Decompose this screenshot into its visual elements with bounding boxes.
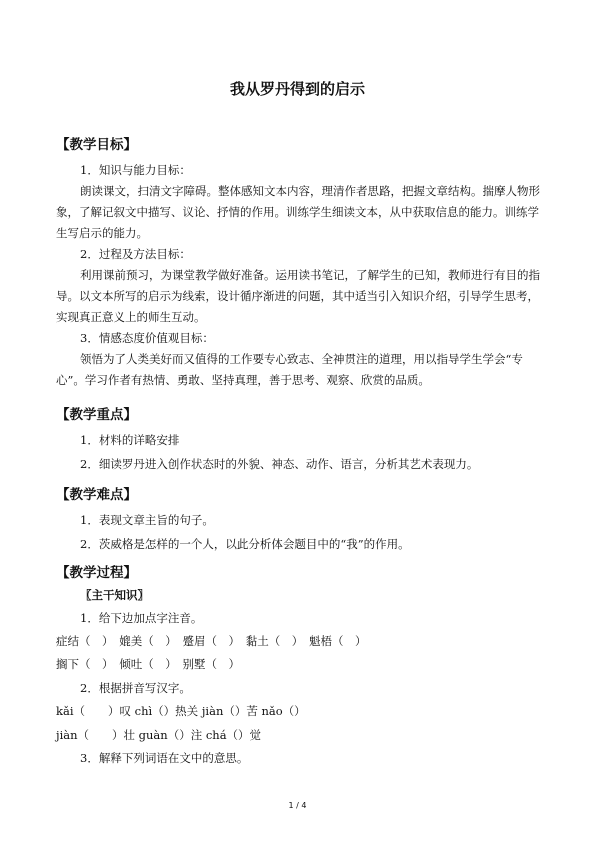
hanzi-exercise-line: jiàn（ ）壮 guàn（）注 chá（）觉	[56, 728, 262, 742]
goal-3-title: 3．情感态度价值观目标：	[80, 331, 214, 345]
process-line: 2．根据拼音写汉字。	[80, 681, 191, 695]
pinyin-exercise-line: 症结（ ） 媲美（ ） 蹙眉（ ） 黏土（ ） 魁梧（ ）	[56, 634, 367, 648]
difficulty-item: 1．表现文章主旨的句子。	[80, 513, 214, 527]
section-heading-goals: 【教学目标】	[56, 137, 137, 153]
goal-1-body: 朗读课文，扫清文字障碍。整体感知文本内容，理清作者思路，把握文章结构。揣摩人物形象，了解记叙文中描写、议论、抒情的作用。训练学生细读文本，从中获取信息的能力。训练学生写启示的能力。	[56, 184, 540, 240]
process-line: 1．给下边加点字注音。	[80, 611, 203, 625]
process-line: 3．解释下列词语在文中的意思。	[80, 751, 249, 765]
page-title: 我从罗丹得到的启示	[229, 80, 365, 98]
key-point-item: 2．细读罗丹进入创作状态时的外貌、神态、动作、语言，分析其艺术表现力。	[80, 457, 479, 471]
key-point-item: 1．材料的详略安排	[80, 433, 180, 447]
page-number: 1 / 4	[288, 801, 307, 810]
section-heading-process: 【教学过程】	[56, 565, 137, 581]
goal-1-title: 1．知识与能力目标：	[80, 163, 191, 177]
goal-2-body: 利用课前预习，为课堂教学做好准备。运用读书笔记，了解学生的已知，教师进行有目的指导。以文本所写的启示为线索，设计循序渐进的问题，其中适当引入知识介绍，引导学生思考，实现真正意义上的师生互动。	[56, 268, 540, 324]
pinyin-exercise-line: 搁下（ ） 倾吐（ ） 别墅（ ）	[56, 657, 240, 671]
section-heading-difficulties: 【教学难点】	[56, 487, 137, 503]
hanzi-exercise-line: kǎi（ ）叹 chì（）热关 jiàn（）苦 nǎo（）	[56, 704, 306, 718]
goal-3-body: 领悟为了人类美好而又值得的工作要专心致志、全神贯注的道理，用以指导学生学会“专心”。学习作者有热情、勇敢、坚持真理，善于思考、观察、欣赏的品质。	[56, 352, 523, 387]
process-subheading: 〖主干知识〗	[80, 588, 149, 602]
difficulty-item: 2．茨威格是怎样的一个人，以此分析体会题目中的“我”的作用。	[80, 537, 410, 551]
section-heading-key-points: 【教学重点】	[56, 407, 137, 423]
goal-2-title: 2．过程及方法目标：	[80, 247, 191, 261]
